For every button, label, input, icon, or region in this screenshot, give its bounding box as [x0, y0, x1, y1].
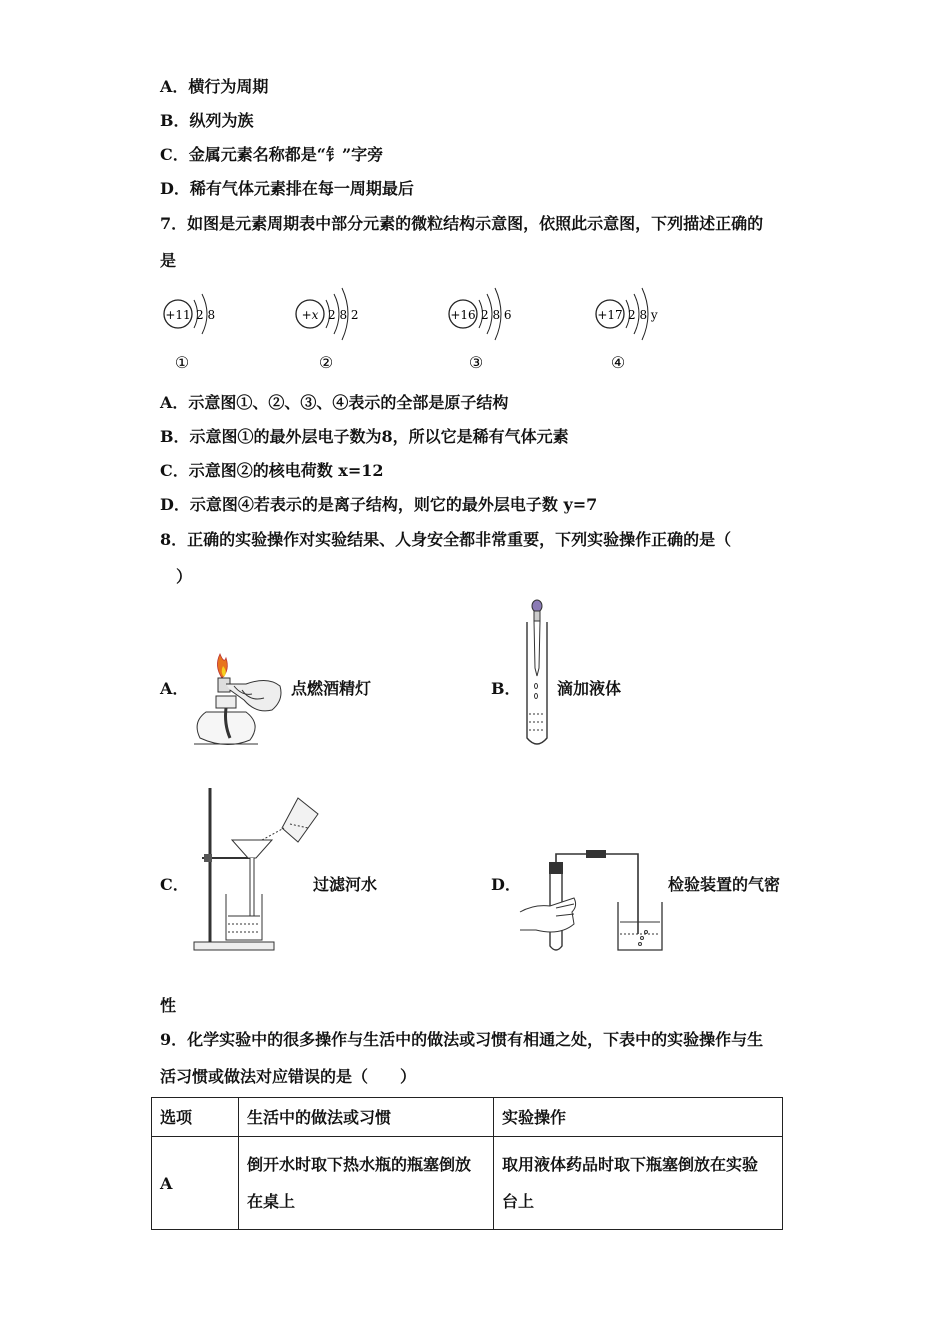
atom-4-nucleus: +17 — [597, 308, 623, 322]
atom-1-shells: 2 8 — [196, 308, 216, 322]
table-cell-experiment-line2: 台上 — [502, 1192, 535, 1211]
q8-option-d-caption-tail: 性 — [160, 996, 177, 1015]
alcohol-lamp-illustration — [186, 644, 286, 752]
table-cell-life — [239, 1137, 494, 1230]
q8-option-b-caption: 滴加液体 — [557, 679, 622, 698]
q7-option-d: D．示意图④若表示的是离子结构，则它的最外层电子数 y=7 — [160, 495, 598, 514]
q9-table — [151, 1097, 783, 1230]
q7-stem: 7．如图是元素周期表中部分元素的微粒结构示意图，依照此示意图，下列描述正确的 — [160, 214, 764, 233]
filtration-illustration — [190, 784, 320, 954]
q8-option-b-letter: B． — [491, 679, 521, 698]
airtightness-illustration — [516, 846, 666, 956]
table-cell-life-line1: 倒开水时取下热水瓶的瓶塞倒放 — [247, 1155, 472, 1174]
table-cell-life-line2: 在桌上 — [247, 1192, 296, 1211]
atom-4-shells: 2 8 y — [628, 308, 658, 322]
table-header-experiment: 实验操作 — [494, 1098, 783, 1137]
q9-stem-cont: 活习惯或做法对应错误的是（ ） — [160, 1067, 417, 1086]
q7-stem-cont: 是 — [160, 251, 177, 270]
dropper-test-tube-illustration — [518, 598, 558, 748]
atom-3-nucleus: +16 — [450, 308, 476, 322]
q6-option-a: A．横行为周期 — [160, 77, 269, 96]
q8-option-c-caption: 过滤河水 — [313, 875, 378, 894]
atom-3-shells: 2 8 6 — [481, 308, 512, 322]
q6-option-d: D．稀有气体元素排在每一周期最后 — [160, 179, 414, 198]
atom-2-nucleus: +x — [301, 308, 319, 322]
q8-option-d-letter: D． — [491, 875, 521, 894]
q7-option-b: B．示意图①的最外层电子数为8，所以它是稀有气体元素 — [160, 427, 569, 446]
q8-stem-cont: ） — [176, 567, 193, 586]
q6-option-b: B．纵列为族 — [160, 111, 254, 130]
q8-option-a-letter: A． — [160, 679, 189, 698]
atom-1-label: ① — [174, 353, 190, 372]
q7-option-a: A．示意图①、②、③、④表示的全部是原子结构 — [160, 393, 509, 412]
table-cell-experiment — [494, 1137, 783, 1230]
q8-option-d-caption: 检验装置的气密 — [668, 875, 781, 894]
atom-2-shells: 2 8 2 — [328, 308, 359, 322]
atom-diagram-4 — [592, 290, 682, 374]
atom-diagram-3 — [445, 290, 535, 374]
q7-option-c: C．示意图②的核电荷数 x=12 — [160, 461, 384, 480]
q8-stem: 8．正确的实验操作对实验结果、人身安全都非常重要，下列实验操作正确的是（ — [160, 530, 732, 549]
atom-diagram-1 — [160, 290, 240, 374]
table-header-life: 生活中的做法或习惯 — [239, 1098, 494, 1137]
table-cell-experiment-line1: 取用液体药品时取下瓶塞倒放在实验 — [502, 1155, 759, 1174]
q9-stem: 9．化学实验中的很多操作与生活中的做法或习惯有相通之处，下表中的实验操作与生 — [160, 1030, 764, 1049]
table-cell-option: A — [152, 1137, 239, 1230]
atom-3-label: ③ — [468, 353, 484, 372]
atom-1-nucleus: +11 — [165, 308, 191, 322]
table-header-row — [152, 1098, 783, 1137]
q6-option-c: C．金属元素名称都是“钅”字旁 — [160, 145, 384, 164]
q8-option-a-caption: 点燃酒精灯 — [291, 679, 372, 698]
table-row — [152, 1137, 783, 1230]
atom-diagram-2 — [292, 290, 382, 374]
atom-4-label: ④ — [610, 353, 626, 372]
q8-option-c-letter: C． — [160, 875, 189, 894]
atom-2-label: ② — [318, 353, 334, 372]
table-header-option: 选项 — [152, 1098, 239, 1137]
